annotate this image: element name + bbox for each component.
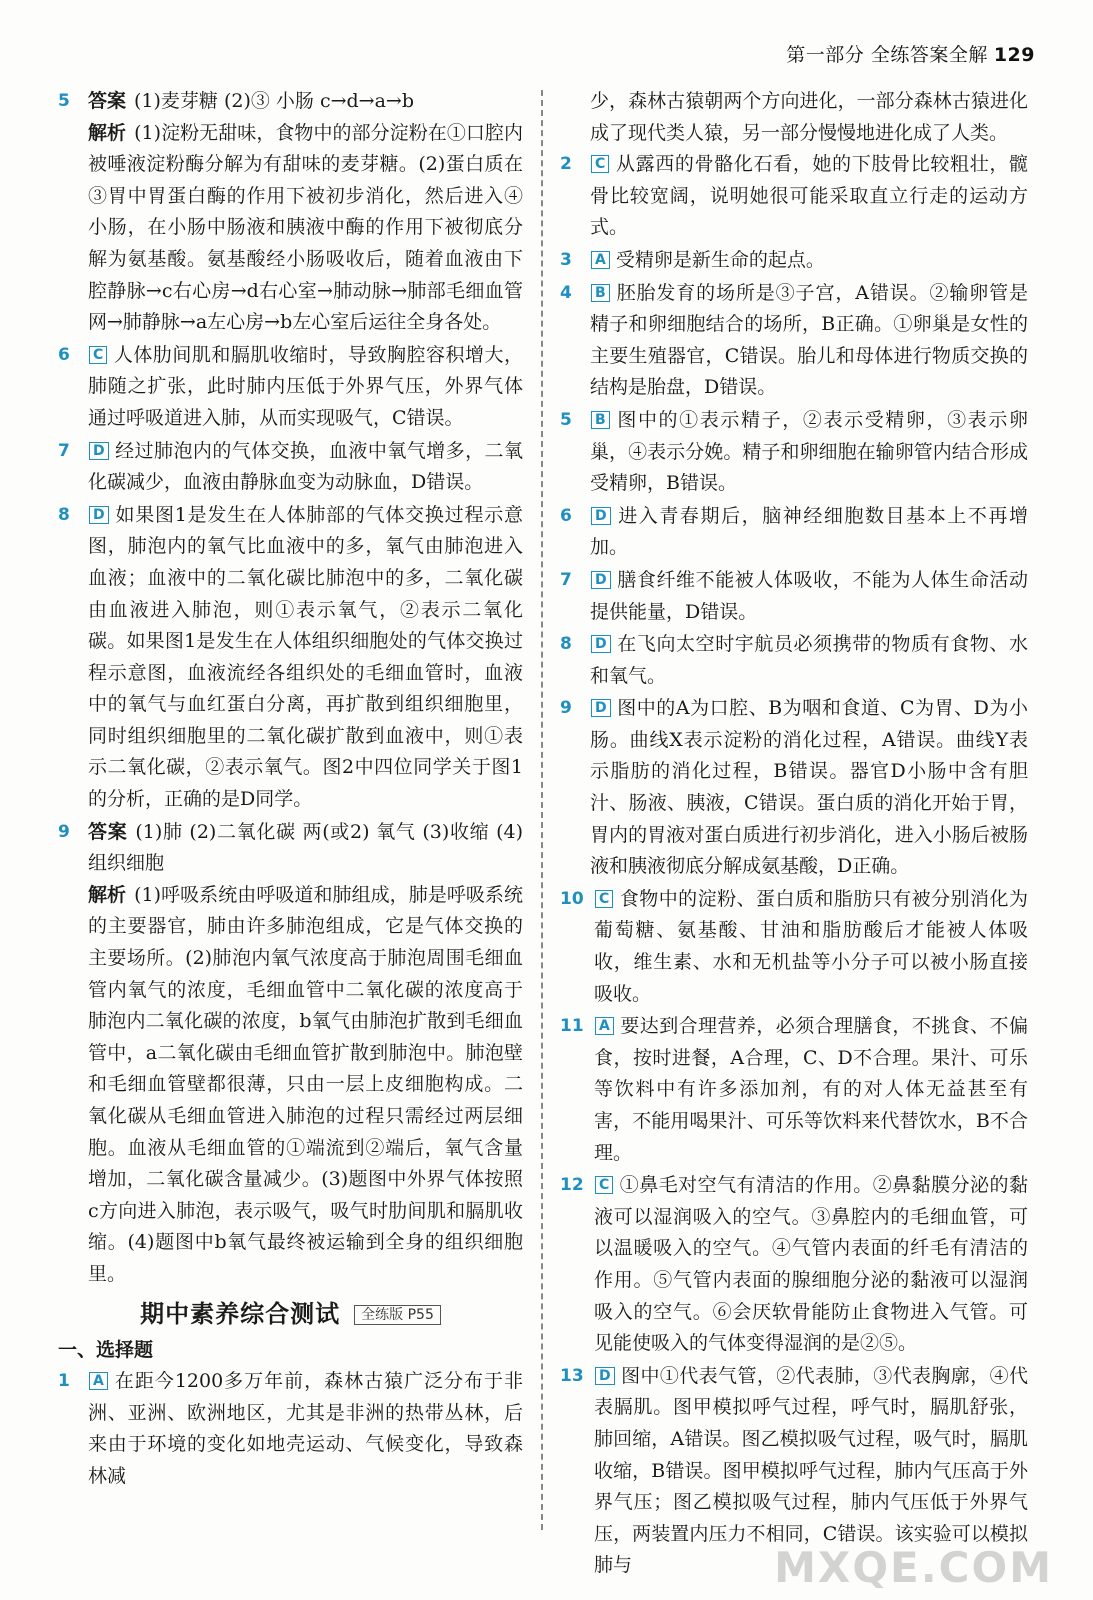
explain-text: 从露西的骨骼化石看，她的下肢骨比较粗壮，髋骨比较宽阔，说明她很可能采取直立行走的运动方式。	[590, 153, 1028, 239]
question-number: 13	[560, 1365, 584, 1386]
answer-choice-box: B	[591, 284, 610, 302]
explain-text: 在距今1200多万年前，森林古猿广泛分布于非洲、亚洲、欧洲地区，尤其是非洲的热带丛林，后来由于环境的变化如地壳运动、气候变化，导致森林减	[88, 1370, 523, 1487]
question-number: 12	[560, 1175, 584, 1196]
question-number: 3	[560, 249, 572, 270]
question-number: 2	[560, 154, 572, 175]
answer-text: (1)肺 (2)二氧化碳 两(或2) 氧气 (3)收缩 (4)组织细胞	[88, 820, 523, 875]
explain-text: (1)呼吸系统由呼吸道和肺组成，肺是呼吸系统的主要器官，肺由许多肺泡组成，它是气体交换的主要场所。(2)肺泡内氧气浓度高于肺泡周围毛细血管内氧气的浓度，毛细血管中二氧化碳的浓度高于肺泡内二氧化碳的浓度，b氧气由肺泡扩散到毛细血管中，a二氧化碳由毛细血管扩散到肺泡中。肺泡壁和毛细血管壁都很薄，只由一层上皮细胞构成。二氧化碳从毛细血管进入肺泡的过程只需经过两层细胞。血液从毛细血管的①端流到②端后，氧气含量增加，二氧化碳含量减少。(3)题图中外界气体按照c方向进入肺泡，表示吸气，吸气时肋间肌和膈肌收缩。(4)题图中b氧气最终被运输到全身的组织细胞里。	[88, 883, 523, 1285]
explain-label: 解析	[88, 883, 127, 906]
explain-text: 膳食纤维不能被人体吸收，不能为人体生命活动提供能量，D错误。	[590, 568, 1028, 623]
question-number: 7	[58, 440, 70, 461]
page-number: 129	[993, 44, 1035, 66]
answer-item-9	[58, 817, 523, 1291]
page-header	[786, 40, 1035, 67]
question-number: 1	[58, 1371, 70, 1392]
question-number: 9	[58, 821, 70, 842]
explain-text: 在飞向太空时宇航员必须携带的物质有食物、水和氧气。	[590, 633, 1028, 687]
answer-choice-box: C	[591, 155, 609, 173]
answer-choice-box: C	[595, 890, 613, 908]
question-number: 8	[58, 504, 70, 525]
explain-text: 食物中的淀粉、蛋白质和脂肪只有被分别消化为葡萄糖、氨基酸、甘油和脂肪酸后才能被人体吸收，维生素、水和无机盐等小分子可以被小肠直接吸收。	[594, 887, 1028, 1005]
answer-choice-box: D	[591, 635, 611, 653]
answer-choice-box: D	[591, 507, 611, 525]
answer-item-m5	[560, 405, 1028, 500]
answer-item-m12	[560, 1170, 1028, 1360]
answer-choice-box: D	[595, 1367, 615, 1385]
answer-choice-box: A	[595, 1017, 614, 1035]
answer-item-m8	[560, 629, 1028, 692]
explain-text: 如果图1是发生在人体肺部的气体交换过程示意图，肺泡内的氧气比血液中的多，氧气由肺泡进入血液；血液中的二氧化碳比肺泡中的多，二氧化碳由血液进入肺泡，则①表示氧气，②表示二氧化碳。如果图1是发生在人体组织细胞处的气体交换过程示意图，血液流经各组织处的毛细血管时，血液中的氧气与血红蛋白分离，再扩散到组织细胞里，同时组织细胞里的二氧化碳扩散到血液中，则①表示二氧化碳，②表示氧气。图2中四位同学关于图1的分析，正确的是D同学。	[88, 503, 524, 811]
answer-item-m7	[560, 565, 1028, 628]
left-column	[58, 86, 523, 1494]
answer-item-m4	[560, 278, 1028, 404]
answer-choice-box: A	[591, 251, 610, 269]
section-heading-text: 期中素养综合测试	[140, 1299, 341, 1328]
explain-text: 受精卵是新生命的起点。	[615, 248, 825, 271]
answer-item-m2	[560, 149, 1028, 244]
question-number: 6	[58, 344, 70, 365]
explain-text: 胚胎发育的场所是③子宫，A错误。②输卵管是精子和卵细胞结合的场所，B正确。①卵巢是女性的主要生殖器官，C错误。胎儿和母体进行物质交换的结构是胎盘，D错误。	[590, 281, 1028, 399]
answer-item-m3	[560, 245, 1028, 277]
answer-item-5	[58, 86, 523, 339]
section-page-tag: 全练版 P55	[354, 1305, 441, 1325]
answer-choice-box: D	[89, 442, 109, 460]
explain-text: 图中的A为口腔、B为咽和食道、C为胃、D为小肠。曲线X表示淀粉的消化过程，A错误。曲线Y表示脂肪的消化过程，B错误。器官D小肠中含有胆汁、肠液、胰液，C错误。蛋白质的消化开始于胃，胃内的胃液对蛋白质进行初步消化，进入小肠后被肠液和胰液彻底分解成氨基酸，D正确。	[590, 697, 1028, 878]
explain-text: 经过肺泡内的气体交换，血液中氧气增多，二氧化碳减少，血液由静脉血变为动脉血，D错误。	[88, 439, 523, 494]
answer-item-m9	[560, 693, 1028, 883]
answer-choice-box: D	[591, 699, 611, 717]
question-number: 5	[58, 91, 70, 111]
question-number: 8	[560, 634, 572, 655]
answer-choice-box: D	[89, 506, 109, 524]
continued-text: 少，森林古猿朝两个方向进化，一部分森林古猿进化成了现代类人猿，另一部分慢慢地进化成了人类。	[590, 90, 1028, 144]
answer-item-m11	[560, 1011, 1028, 1169]
subsection-heading: 一、选择题	[58, 1338, 154, 1361]
right-column	[560, 86, 1028, 1583]
question-number: 9	[560, 698, 572, 719]
answer-label: 答案	[88, 820, 128, 843]
answer-choice-box: D	[591, 571, 611, 589]
explain-label: 解析	[88, 121, 127, 144]
question-number: 11	[560, 1016, 584, 1037]
answer-item-7	[58, 436, 523, 499]
explain-text: 人体肋间肌和膈肌收缩时，导致胸腔容积增大，肺随之扩张，此时肺内压低于外界气压，外界气体通过呼吸道进入肺，从而实现吸气，C错误。	[88, 343, 523, 429]
site-watermark: MXQE.COM	[774, 1543, 1053, 1592]
question-number: 5	[560, 409, 572, 430]
answer-choice-box: C	[595, 1176, 613, 1194]
explain-text: 图中的①表示精子，②表示受精卵，③表示卵巢，④表示分娩。精子和卵细胞在输卵管内结合形成受精卵，B错误。	[590, 408, 1028, 495]
answer-label: 答案	[88, 90, 127, 112]
answer-item-8	[58, 500, 523, 816]
section-heading	[58, 1295, 523, 1333]
answer-choice-box: C	[89, 346, 107, 364]
section-title: 第一部分 全练答案全解	[786, 44, 988, 66]
explain-text: 图中①代表气管，②代表肺，③代表胸廓，④代表膈肌。图甲模拟呼气过程，呼气时，膈肌舒张，肺回缩，A错误。图乙模拟吸气过程，吸气时，膈肌收缩，B错误。图甲模拟呼气过程，肺内气压高于外界气压；图乙模拟吸气过程，肺内气压低于外界气压，两装置内压力不相同，C错误。该实验可以模拟肺与	[594, 1364, 1028, 1577]
explain-text: ①鼻毛对空气有清洁的作用。②鼻黏膜分泌的黏液可以湿润吸入的空气。③鼻腔内的毛细血管，可以温暖吸入的空气。④气管内表面的纤毛有清洁的作用。⑤气管内表面的腺细胞分泌的黏液可以湿润吸入的空气。⑥会厌软骨能防止食物进入气管。可见能使吸入的气体变得湿润的是②⑤。	[594, 1174, 1028, 1355]
explain-text: 要达到合理营养，必须合理膳食，不挑食、不偏食，按时进餐，A合理，C、D不合理。果汁、可乐等饮料中有许多添加剂，有的对人体无益甚至有害，不能用喝果汁、可乐等饮料来代替饮水，B不合理。	[594, 1015, 1028, 1164]
answer-text: (1)麦芽糖 (2)③ 小肠 c→d→a→b	[134, 90, 415, 112]
answer-choice-box: A	[89, 1372, 108, 1390]
answer-item-m6	[560, 501, 1028, 564]
answer-item-m10	[560, 884, 1028, 1010]
answer-item-6	[58, 340, 523, 435]
answer-item-m1	[58, 1366, 523, 1492]
column-divider	[541, 90, 543, 1530]
question-number: 4	[560, 282, 572, 303]
answer-choice-box: B	[591, 411, 610, 429]
explain-text: 进入青春期后，脑神经细胞数目基本上不再增加。	[590, 504, 1028, 559]
question-number: 10	[560, 888, 584, 909]
question-number: 7	[560, 569, 572, 590]
explain-text: (1)淀粉无甜味，食物中的部分淀粉在①口腔内被唾液淀粉酶分解为有甜味的麦芽糖。(2)蛋白质在③胃中胃蛋白酶的作用下被初步消化，然后进入④小肠，在小肠中肠液和胰液中酶的作用下被彻底分解为氨基酸。氨基酸经小肠吸收后，随着血液由下腔静脉→c右心房→d右心室→肺动脉→肺部毛细血管网→肺静脉→a左心房→b左心室后运往全身各处。	[88, 121, 523, 334]
question-number: 6	[560, 505, 572, 526]
